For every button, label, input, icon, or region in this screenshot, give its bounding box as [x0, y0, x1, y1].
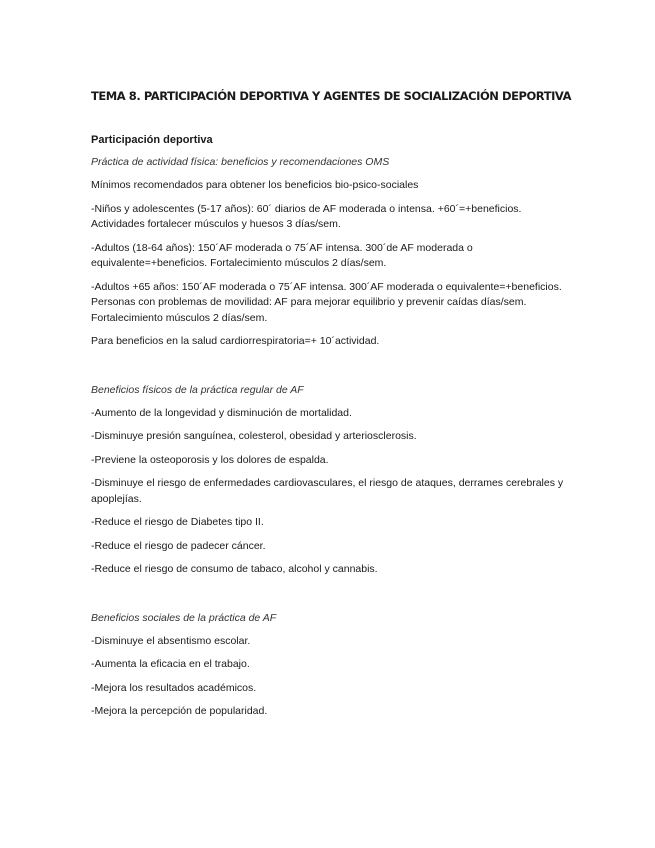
paragraph-cardio: Para beneficios en la salud cardiorrespiratoria=+ 10´actividad.	[91, 335, 380, 347]
list-item: -Reduce el riesgo de Diabetes tipo II.	[91, 516, 264, 528]
list-item: -Aumenta la eficacia en el trabajo.	[91, 658, 250, 670]
list-item: -Mejora la percepción de popularidad.	[91, 705, 268, 717]
list-item: -Disminuye el riesgo de enfermedades cardiovasculares, el riesgo de ataques, derrames cerebrales y apoplejías.	[91, 477, 564, 505]
list-item: -Mejora los resultados académicos.	[91, 681, 257, 694]
section-heading-participacion: Participación deportiva	[91, 134, 213, 146]
document-title: TEMA 8. PARTICIPACIÓN DEPORTIVA Y AGENTES DE SOCIALIZACIÓN DEPORTIVA	[91, 89, 572, 103]
list-item: -Disminuye el absentismo escolar.	[91, 634, 251, 647]
subheading-recomendaciones: Práctica de actividad física: beneficios y recomendaciones OMS	[91, 156, 390, 168]
paragraph-ninos: -Niños y adolescentes (5-17 años): 60´ diarios de AF moderada o intensa. +60´=+beneficios. Actividades fortalecer músculos y huesos 3 días/sem.	[91, 202, 522, 230]
paragraph-minimos: Mínimos recomendados para obtener los beneficios bio-psico-sociales	[91, 179, 419, 191]
spacer	[91, 586, 571, 610]
spacer	[91, 358, 571, 382]
document-content	[91, 88, 571, 728]
list-item: -Previene la osteoporosis y los dolores de espalda.	[91, 453, 329, 466]
paragraph-adultos: -Adultos (18-64 años): 150´AF moderada o 75´AF intensa. 300´de AF moderada o equivalente=+beneficios. Fortalecimiento músculos 2 días/sem.	[91, 241, 473, 269]
list-item: -Reduce el riesgo de padecer cáncer.	[91, 539, 266, 552]
subheading-beneficios-sociales: Beneficios sociales de la práctica de AF	[91, 611, 277, 624]
list-item: -Reduce el riesgo de consumo de tabaco, alcohol y cannabis.	[91, 563, 378, 575]
list-item: -Disminuye presión sanguínea, colesterol, obesidad y arteriosclerosis.	[91, 430, 417, 442]
paragraph-adultos-65: -Adultos +65 años: 150´AF moderada o 75´AF intensa. 300´AF moderada o equivalente=+beneficios. Personas con problemas de movilidad: AF para mejorar equilibrio y prevenir caídas días/sem. Fortalecimiento músculos 2 días/sem.	[91, 280, 562, 324]
subheading-beneficios-fisicos: Beneficios físicos de la práctica regular de AF	[91, 383, 304, 396]
list-item: -Aumento de la longevidad y disminución de mortalidad.	[91, 406, 352, 419]
